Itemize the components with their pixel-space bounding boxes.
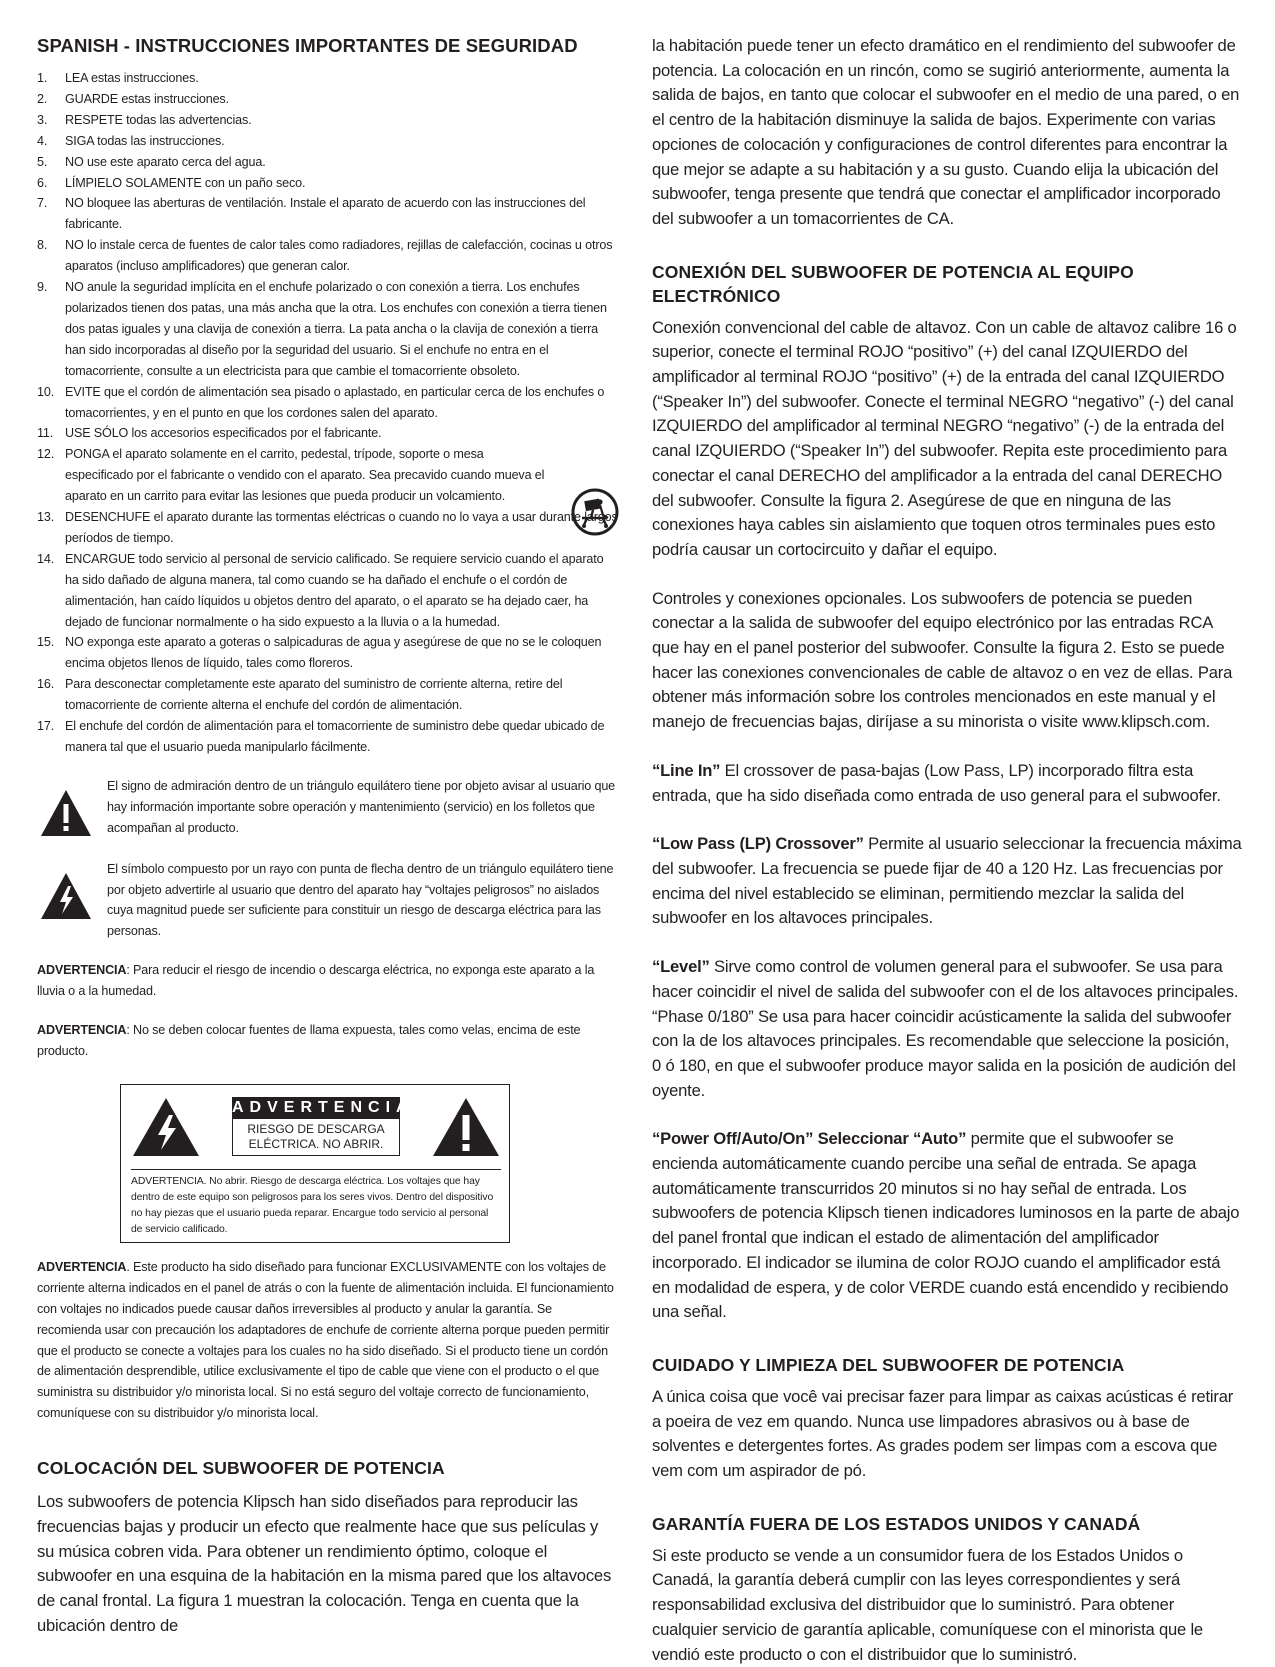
warranty-paragraph: Si este producto se vende a un consumidor fuera de los Estados Unidos o Canadá, la garantía deberá cumplir con las leyes correspondientes y será responsabilidad exclusiva del distribuidor que lo suministró. Para obtener cualquier servicio de garantía aplicable, comuníquese con el minorista que le vendió este producto o con el distribuidor que lo suministró. [652, 1545, 1203, 1664]
lightning-triangle-icon [131, 1095, 201, 1159]
item-text: EVITE que el cordón de alimentación sea pisado o aplastado, en particular cerca de los enchufes o tomacorrientes, y en el punto en que los cordones salen del aparato. [65, 384, 605, 420]
level-paragraph [652, 955, 1242, 1103]
item-text: GUARDE estas instrucciones. [65, 91, 229, 106]
item-text: LEA estas instrucciones. [65, 71, 199, 85]
item-number: 5. [37, 154, 48, 169]
warning-voltage [37, 1257, 619, 1424]
controls-paragraph: Controles y conexiones opcionales. Los subwoofers de potencia se pueden conectar a la salida de subwoofer del equipo electrónico por las entradas RCA que hay en el panel posterior del subwoofer. Consulte la figura 2. Esto se puede hacer las conexiones convencionales de cable de altavoz o en vez de ellas. Para obtener más información sobre los controles mencionados en este manual y el manejo de frecuencias bajas, diríjase a su minorista o visite www.klipsch.com. [652, 588, 1233, 732]
item-text: ENCARGUE todo servicio al personal de servicio calificado. Se requiere servicio cuando el aparato ha sido dañado de alguna manera, tal como cuando se ha dañado el enchufe o el cordón de alimentación, han caído líquidos u objetos dentro del aparato, o el aparato se ha dejado caer, ha dejado de funcionar normalmente o ha sido expuesto a la lluvia o a la humedad. [65, 551, 604, 629]
item-text: DESENCHUFE el aparato durante las tormentas eléctricas o cuando no lo vaya a usar durante largos períodos de tiempo. [65, 510, 618, 545]
list-item [37, 674, 619, 716]
item-text: RESPETE todas las advertencias. [65, 112, 252, 127]
connection-paragraph: Conexión convencional del cable de altavoz. Con un cable de altavoz calibre 16 o superior, conecte el terminal ROJO “positivo” (+) del canal IZQUIERDO del amplificador al terminal ROJO “positivo” (+) de la entrada del canal IZQUIERDO (“Speaker In”) del subwoofer. Conecte el terminal NEGRO “negativo” (-) del canal IZQUIERDO del amplificador al terminal NEGRO “negativo” (-) de la entrada del canal IZQUIERDO (“Speaker In”) del subwoofer. Repita este procedimiento para conectar el canal DERECHO del amplificador a la entrada del canal DERECHO del subwoofer. Consulte la figura 2. Asegúrese de que en ninguna de las conexiones haya cables sin aislamiento que toquen otros terminales pues esto podría causar un cortocircuito y dañar el equipo. [652, 317, 1237, 559]
item-text: USE SÓLO los accesorios especificados por el fabricante. [65, 426, 382, 441]
item-number: 15. [37, 635, 55, 650]
item-text: NO exponga este aparato a goteras o salpicaduras de agua y asegúrese de que no se le coloquen encima objetos llenos de líquido, tales como floreros. [65, 635, 602, 671]
item-text: PONGA el aparato solamente en el carrito, pedestal, trípode, soporte o mesa especificado por el fabricante o vendido con el aparato. Sea precavido cuando mueva el aparato en un carrito para evitar las lesiones que pueda producir un volcamiento. [65, 447, 545, 504]
list-item [37, 173, 619, 194]
caution-label-title: ADVERTENCIA [232, 1097, 400, 1119]
power-paragraph [652, 1127, 1242, 1325]
warning-label: ADVERTENCIA [37, 1259, 127, 1274]
warning-rain [37, 960, 619, 1002]
item-text: NO lo instale cerca de fuentes de calor tales como radiadores, rejillas de calefacción, cocinas u otros aparatos (incluso amplificadores) que generan calor. [65, 238, 613, 274]
item-number: 13. [37, 510, 55, 525]
item-text: El enchufe del cordón de alimentación para el tomacorriente de suministro debe quedar ubicado de manera tal que el usuario pueda manipularlo fácilmente. [65, 719, 605, 754]
item-text: Para desconectar completamente este aparato del suministro de corriente alterna, retire del tomacorriente de corriente alterna el enchufe del cordón de alimentación. [65, 677, 563, 713]
item-number: 10. [37, 384, 55, 399]
safety-rules-list [37, 68, 619, 758]
level-text: Sirve como control de volumen general para el subwoofer. Se usa para hacer coincidir el nivel de salida del subwoofer con el de los altavoces principales. “Phase 0/180” Se usa para hacer coincidir acústicamente la salida del subwoofer con la de los altavoces principales. Es recomendable que seleccione la posición, 0 ó 180, en que el subwoofer produce mayor salida en la posición de audición del oyente. [652, 957, 1239, 1100]
item-number: 8. [37, 238, 48, 253]
list-item [37, 549, 619, 633]
item-text: NO use este aparato cerca del agua. [65, 154, 266, 169]
item-text: SIGA todas las instrucciones. [65, 133, 225, 148]
item-number: 12. [37, 447, 55, 462]
caution-label-header [131, 1091, 501, 1163]
line-in-paragraph [652, 759, 1242, 808]
list-item [37, 110, 619, 131]
line-in-label: “Line In” [652, 760, 721, 780]
warning-flame [37, 1020, 619, 1062]
left-column [37, 34, 619, 1638]
item-text: NO anule la seguridad implícita en el enchufe polarizado o con conexión a tierra. Los enchufes polarizados tienen dos patas, una más ancha que la otra. Los enchufes con conexión a tierra tienen dos patas iguales y una clavija de conexión a tierra. La pata ancha o la clavija de conexión a tierra han sido incorporadas al diseño por la seguridad del usuario. Si el enchufe no entra en el tomacorriente, consulte a un electricista para que cambie el tomacorriente obsoleto. [65, 280, 607, 378]
item-number: 7. [37, 196, 48, 211]
right-column [652, 34, 1242, 1667]
exclamation-notice-text: El signo de admiración dentro de un triángulo equilátero tiene por objeto avisar al usuario que hay información importante sobre operación y mantenimiento (servicio) en los folletos que acompañan al producto. [107, 778, 616, 835]
item-number: 1. [37, 71, 48, 85]
line-in-text: El crossover de pasa-bajas (Low Pass, LP) incorporado filtra esta entrada, que ha sido diseñada como entrada de uso general para el subwoofer. [652, 760, 1221, 805]
caution-label-center [232, 1097, 414, 1156]
item-number: 2. [37, 91, 48, 106]
item-number: 3. [37, 112, 48, 127]
item-number: 9. [37, 280, 48, 295]
warning-text: : Para reducir el riesgo de incendio o descarga eléctrica, no exponga este aparato a la lluvia o a la humedad. [37, 963, 595, 999]
item-number: 14. [37, 551, 55, 566]
list-item [37, 444, 619, 507]
level-label: “Level” [652, 957, 710, 977]
item-text: NO bloquee las aberturas de ventilación. Instale el aparato de acuerdo con las instrucciones del fabricante. [65, 196, 586, 232]
list-item [37, 89, 619, 110]
list-item [37, 632, 619, 674]
lightning-notice [37, 859, 619, 943]
cart-tip-over-icon [571, 488, 619, 536]
item-number: 16. [37, 677, 55, 692]
placement-paragraph: Los subwoofers de potencia Klipsch han sido diseñados para reproducir las frecuencias bajas y producir un efecto que realmente hace que sus películas y su música cobren vida. Para obtener un rendimiento óptimo, coloque el subwoofer en una esquina de la habitación en la misma pared que los altavoces de canal frontal. La figura 1 muestran la colocación. Tenga en cuenta que la ubicación dentro de [37, 1492, 612, 1635]
care-heading: CUIDADO Y LIMPIEZA DEL SUBWOOFER DE POTENCIA [652, 1354, 1125, 1375]
exclamation-triangle-icon [431, 1095, 501, 1159]
item-number: 4. [37, 133, 48, 148]
low-pass-paragraph [652, 832, 1242, 931]
item-text: LÍMPIELO SOLAMENTE con un paño seco. [65, 175, 306, 190]
item-number: 6. [37, 175, 48, 190]
list-item [37, 507, 619, 549]
placement-heading: COLOCACIÓN DEL SUBWOOFER DE POTENCIA [37, 1458, 445, 1479]
lightning-notice-text: El símbolo compuesto por un rayo con punta de flecha dentro de un triángulo equilátero tiene por objeto advertirle al usuario que dentro del aparato hay “voltajes peligrosos” no aislados cuya magnitud puede ser suficiente para constituir un riesgo de descarga eléctrica para las personas. [107, 861, 614, 939]
list-item [37, 193, 619, 235]
care-paragraph: A única coisa que você vai precisar fazer para limpar as caixas acústicas é retirar a poeira de vez em quando. Nunca use limpadores abrasivos ou à base de solventes e detergentes fortes. As grades podem ser limpas com a escova que vem com um aspirador de pó. [652, 1386, 1234, 1481]
low-pass-text: Permite al usuario seleccionar la frecuencia máxima del subwoofer. La frecuencia se puede fijar de 40 a 120 Hz. Las frecuencias por encima del nivel establecido se eliminan, permitiendo mezclar la salida del subwoofer en los altavoces principales. [652, 834, 1242, 928]
power-text: permite que el subwoofer se encienda automáticamente cuando percibe una señal de entrada. Se apaga automáticamente transcurridos 20 minutos si no hay señal de entrada. Los subwoofers de potencia Klipsch tienen indicadores luminosos en la parte de abajo del panel frontal que indican el estado de alimentación del amplificador incorporado. El indicador se ilumina de color ROJO cuando el amplificador está en modalidad de espera, y de color VERDE cuando está encendido y recibiendo una señal. [652, 1129, 1240, 1322]
connection-heading: CONEXIÓN DEL SUBWOOFER DE POTENCIA AL EQUIPO ELECTRÓNICO [652, 261, 1134, 306]
exclamation-triangle-icon [39, 788, 93, 838]
list-item [37, 277, 619, 382]
list-item [37, 68, 619, 89]
warranty-heading: GARANTÍA FUERA DE LOS ESTADOS UNIDOS Y CANADÁ [652, 1513, 1141, 1534]
lightning-triangle-icon [39, 871, 93, 921]
exclamation-notice [37, 776, 619, 839]
warning-text: : No se deben colocar fuentes de llama expuesta, tales como velas, encima de este producto. [37, 1023, 581, 1058]
caution-label-text: ADVERTENCIA. No abrir. Riesgo de descarga eléctrica. Los voltajes que hay dentro de este equipo son peligrosos para los seres vivos. Dentro del dispositivo no hay piezas que el usuario pueda reparar. Encargue todo servicio al personal de servicio calificado. [131, 1169, 501, 1238]
list-item [37, 152, 619, 173]
power-label: “Power Off/Auto/On” Seleccionar “Auto” [652, 1129, 967, 1149]
warning-label: ADVERTENCIA [37, 1023, 127, 1038]
placement-paragraph-cont: la habitación puede tener un efecto dramático en el rendimiento del subwoofer de potencia. La colocación en un rincón, como se sugirió anteriormente, aumenta la salida de bajos, en tanto que colocar el subwoofer en el medio de una pared, o en el centro de la habitación disminuye la salida de bajos. Experimente con varias opciones de colocación y configuraciones de control diferentes para encontrar la que mejor se adapte a su habitación y a su gusto. Cuando elija la ubicación del subwoofer, tenga presente que tendrá que conectar el amplificador incorporado del subwoofer a un tomacorrientes de CA. [652, 36, 1240, 228]
warning-label: ADVERTENCIA [37, 963, 127, 978]
list-item [37, 235, 619, 277]
list-item [37, 716, 619, 758]
caution-label-box [120, 1084, 510, 1243]
list-item [37, 382, 619, 424]
item-number: 11. [37, 426, 54, 441]
rules-wrap [37, 68, 619, 758]
low-pass-label: “Low Pass (LP) Crossover” [652, 834, 864, 854]
caution-label-subtitle: RIESGO DE DESCARGA ELÉCTRICA. NO ABRIR. [232, 1119, 400, 1156]
item-number: 17. [37, 719, 55, 734]
safety-title: SPANISH - INSTRUCCIONES IMPORTANTES DE SEGURIDAD [37, 35, 578, 56]
warning-text: . Este producto ha sido diseñado para funcionar EXCLUSIVAMENTE con los voltajes de corriente alterna indicados en el panel de atrás o con la fuente de alimentación incluida. El funcionamiento con voltajes no indicados puede causar daños irreversibles al producto y anular la garantía. Se recomienda usar con precaución los adaptadores de enchufe de corriente alterna porque pueden permitir que el producto se conecte a voltajes para los cuales no ha sido diseñado. Si el producto tiene un cordón de alimentación desprendible, utilice exclusivamente el tipo de cable que viene con el producto o el que suministra su distribuidor y/o minorista local. Si no está seguro del voltaje correcto de funcionamiento, comuníquese con su distribuidor y/o minorista local. [37, 1259, 614, 1421]
list-item [37, 423, 619, 444]
list-item [37, 131, 619, 152]
